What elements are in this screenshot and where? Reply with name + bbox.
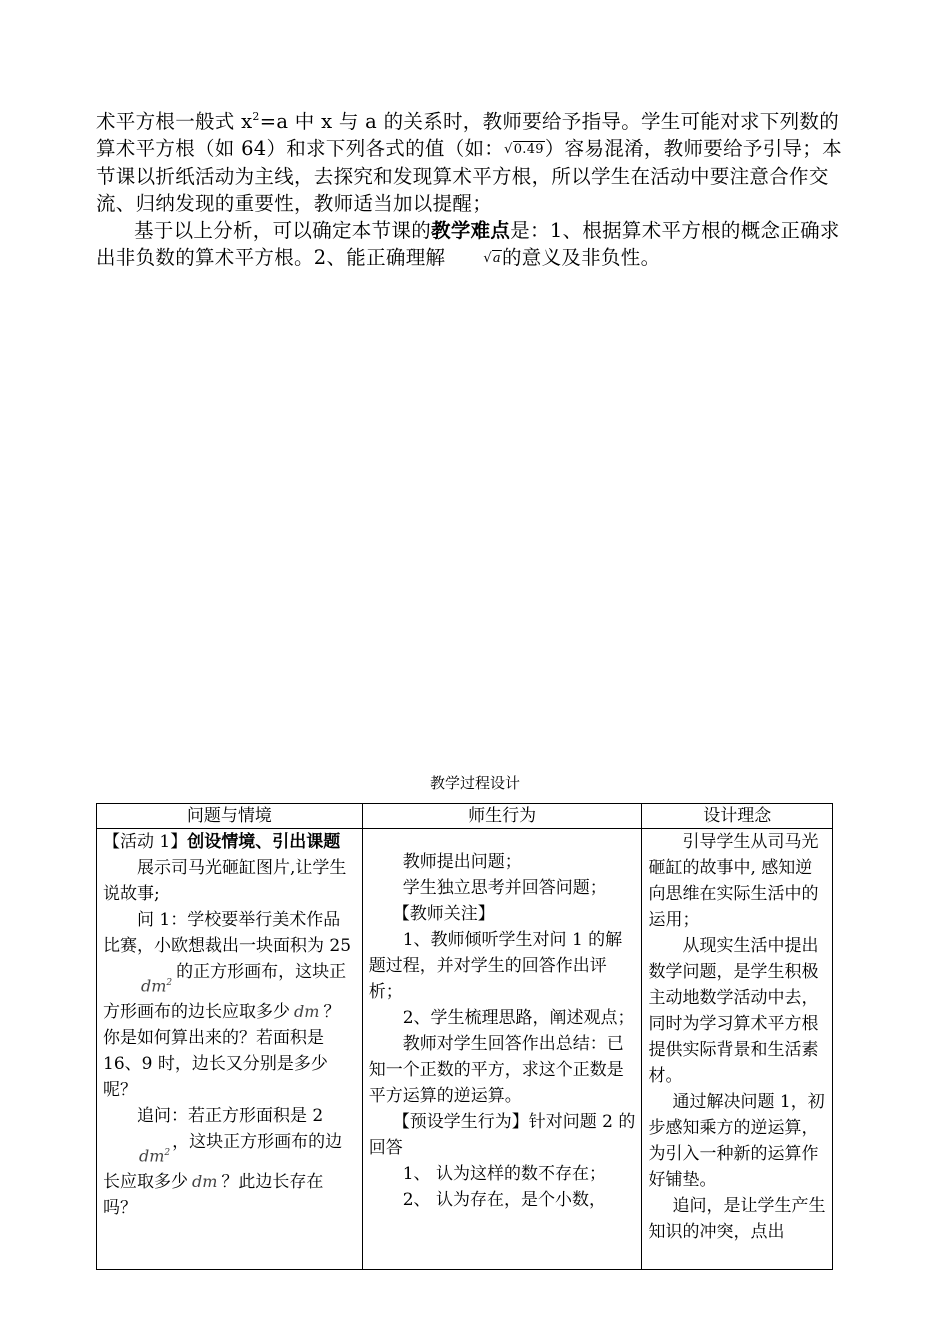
col3-paragraph-2: 从现实生活中提出数学问题，是学生积极主动地数学活动中去，同时为学习算术平方根提供实际背景和生活素材。 [648, 936, 819, 1086]
col2-line-7: 【预设学生行为】针对问题 2 的回答 [368, 1112, 636, 1158]
table-header-row [97, 804, 833, 829]
col1-paragraph-1: 展示司马光砸缸图片,让学生说故事; [103, 858, 347, 904]
teaching-difficulty-label: 教学难点 [431, 219, 511, 242]
intro-paragraph-1 [96, 108, 858, 217]
intro-line2-a: 数的算术平方根（如 64）和求下列各式的值（如： [96, 110, 840, 160]
unit-dm: dm [294, 1002, 320, 1021]
cell-teacher-student [362, 829, 642, 1270]
activity-title: 创设情境、引出课题 [187, 832, 341, 852]
sqrt-a: √a [483, 251, 501, 266]
col2-line-6: 教师对学生回答作出总结：已知一个正数的平方，求这个正数是平方运算的逆运算。 [368, 1034, 624, 1106]
col2-line-9: 2、 认为存在，是个小数， [402, 1190, 606, 1210]
para2-line2-b: 的意义及非负性。 [501, 246, 661, 269]
cell-problem-situation [97, 829, 363, 1270]
intro-line4: 要注意合作交流、归纳发现的重要性，教师适当加以提醒； [96, 165, 829, 215]
intro-text [96, 108, 858, 272]
intro-line1-b: =a 中 x 与 a 的关系时，教师要给予指导。学生可能对求下列 [259, 110, 800, 133]
col2-line-4: 1、教师倾听学生对问 1 的解题过程，并对学生的回答作出评析； [368, 930, 623, 1002]
intro-line1-a: 术平方根一般式 x [96, 110, 253, 133]
table-title: 教学过程设计 [429, 774, 520, 792]
col3-paragraph-1: 引导学生从司马光砸缸的故事中, 感知逆向思维在实际生活中的运用； [648, 832, 819, 930]
sqrt-0-49: √0.49 [504, 142, 544, 157]
activity-heading: 【活动 1】创设情境、引出课题 [103, 832, 341, 852]
lesson-design-table [96, 803, 833, 1270]
header-design-concept: 设计理念 [642, 804, 833, 829]
intro-paragraph-2 [96, 217, 858, 272]
unit-dm-b: dm [192, 1172, 218, 1191]
para2-b: 是：1、根据算术平方根的概念 [510, 219, 781, 242]
col1-paragraph-2: 问 1：学校要举行美术作品比赛，小欧想裁出一块面积为 $25dm^2$的正方形画布，这块正方形画布的边长应取多少 dm ？你是如何算出来的？若面积是 16、9 时，边长又分别是多少呢？ [103, 910, 352, 1100]
para2-a: 基于以上分析，可以确定本节课的 [134, 219, 432, 242]
col3-paragraph-4: 追问，是让学生产生知识的冲突，点出 [648, 1196, 826, 1242]
unit-dm2-b: $dm^2$ [139, 1146, 171, 1165]
para2-line2-a: 正确求出非负数的算术平方根。2、能正确理解 [96, 219, 840, 269]
table-row [97, 829, 833, 1270]
superscript-2: 2 [252, 110, 260, 123]
header-teacher-student: 师生行为 [362, 804, 642, 829]
col2-line-3: 【教师关注】 [392, 904, 495, 924]
col1-paragraph-3: 追问：若正方形面积是 $2dm^2$，这块正方形画布的边长应取多少 dm ？此边长存在吗？ [103, 1106, 343, 1218]
intro-line2-b: ）容易混淆，教师要给予 [544, 137, 763, 160]
col2-line-1: 教师提出问题； [402, 852, 522, 872]
cell-design-concept [642, 829, 833, 1270]
col2-line-8: 1、 认为这样的数不存在； [402, 1164, 606, 1184]
intro-line3: 引导；本节课以折纸活动为主线，去探究和发现算术平方根，所以学生在活动中 [96, 137, 842, 188]
col3-paragraph-3: 通过解决问题 1，初步感知乘方的逆运算，为引入一种新的运算作好铺垫。 [648, 1092, 825, 1190]
col2-line-5: 2、学生梳理思路，阐述观点； [402, 1008, 635, 1028]
unit-dm2: $dm^2$ [141, 976, 173, 995]
header-problem-situation: 问题与情境 [97, 804, 363, 829]
col2-line-2: 学生独立思考并回答问题； [402, 878, 607, 898]
